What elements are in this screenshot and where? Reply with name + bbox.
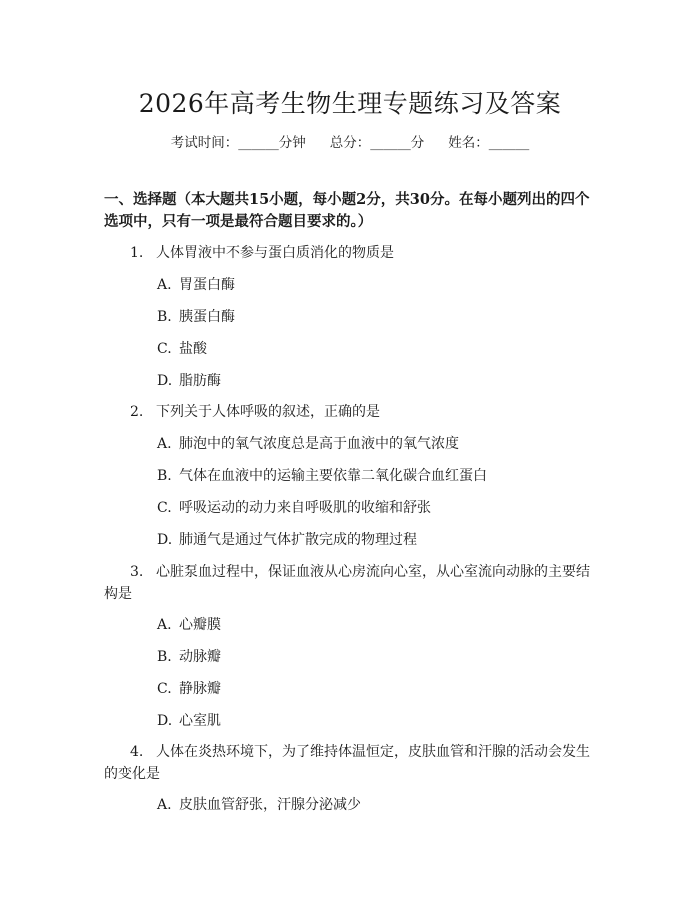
option-letter: A. bbox=[157, 797, 172, 813]
question-number: 4. bbox=[130, 744, 144, 760]
option-3a bbox=[157, 614, 221, 636]
option-3c bbox=[157, 678, 221, 700]
option-text: 肺通气是通过气体扩散完成的物理过程 bbox=[179, 532, 417, 548]
option-text: 胰蛋白酶 bbox=[179, 309, 235, 325]
option-letter: B. bbox=[157, 309, 172, 325]
option-letter: A. bbox=[157, 436, 172, 452]
option-1b bbox=[157, 306, 235, 328]
question-text: 心脏泵血过程中，保证血液从心房流向心室，从心室流向动脉的主要结构是 bbox=[104, 564, 590, 602]
option-letter: C. bbox=[157, 681, 172, 697]
option-letter: D. bbox=[157, 373, 173, 389]
option-text: 心瓣膜 bbox=[179, 617, 221, 633]
question-number: 2. bbox=[130, 404, 144, 420]
page-title: 2026年高考生物生理专题练习及答案 bbox=[138, 89, 562, 118]
option-letter: A. bbox=[157, 617, 172, 633]
option-letter: D. bbox=[157, 532, 173, 548]
option-letter: B. bbox=[157, 649, 172, 665]
option-letter: C. bbox=[157, 500, 172, 516]
option-2c bbox=[157, 497, 431, 519]
option-2d bbox=[157, 529, 417, 551]
exam-name: 姓名：______ bbox=[448, 135, 530, 151]
question-text: 人体在炎热环境下，为了维持体温恒定，皮肤血管和汗腺的活动会发生的变化是 bbox=[104, 744, 590, 782]
option-1a bbox=[157, 274, 235, 296]
section-heading: 一、选择题（本大题共15小题，每小题2分，共30分。在每小题列出的四个选项中，只有一项是最符合题目要求的。） bbox=[104, 191, 590, 230]
option-text: 静脉瓣 bbox=[179, 681, 221, 697]
option-text: 肺泡中的氧气浓度总是高于血液中的氧气浓度 bbox=[179, 436, 459, 452]
question-2 bbox=[104, 401, 600, 423]
option-2a bbox=[157, 433, 459, 455]
option-text: 呼吸运动的动力来自呼吸肌的收缩和舒张 bbox=[179, 500, 431, 516]
question-number: 1. bbox=[130, 245, 144, 261]
exam-score: 总分：______分 bbox=[329, 135, 425, 151]
option-text: 动脉瓣 bbox=[179, 649, 221, 665]
option-3d bbox=[157, 710, 221, 732]
option-text: 脂肪酶 bbox=[179, 373, 221, 389]
option-text: 心室肌 bbox=[179, 713, 221, 729]
option-1c bbox=[157, 338, 207, 360]
question-text: 人体胃液中不参与蛋白质消化的物质是 bbox=[156, 245, 394, 261]
option-4a bbox=[157, 794, 361, 816]
question-4 bbox=[104, 741, 600, 785]
option-text: 盐酸 bbox=[179, 341, 207, 357]
question-number: 3. bbox=[130, 564, 144, 580]
exam-time: 考试时间：______分钟 bbox=[170, 135, 306, 151]
exam-meta bbox=[0, 131, 700, 151]
option-letter: D. bbox=[157, 713, 173, 729]
option-letter: A. bbox=[157, 277, 172, 293]
option-text: 胃蛋白酶 bbox=[179, 277, 235, 293]
question-1 bbox=[104, 242, 600, 264]
option-letter: B. bbox=[157, 468, 172, 484]
option-text: 皮肤血管舒张，汗腺分泌减少 bbox=[179, 797, 361, 813]
option-text: 气体在血液中的运输主要依靠二氧化碳合血红蛋白 bbox=[179, 468, 487, 484]
option-letter: C. bbox=[157, 341, 172, 357]
option-3b bbox=[157, 646, 221, 668]
question-text: 下列关于人体呼吸的叙述，正确的是 bbox=[156, 404, 380, 420]
option-2b bbox=[157, 465, 487, 487]
option-1d bbox=[157, 370, 221, 392]
question-3 bbox=[104, 561, 600, 605]
